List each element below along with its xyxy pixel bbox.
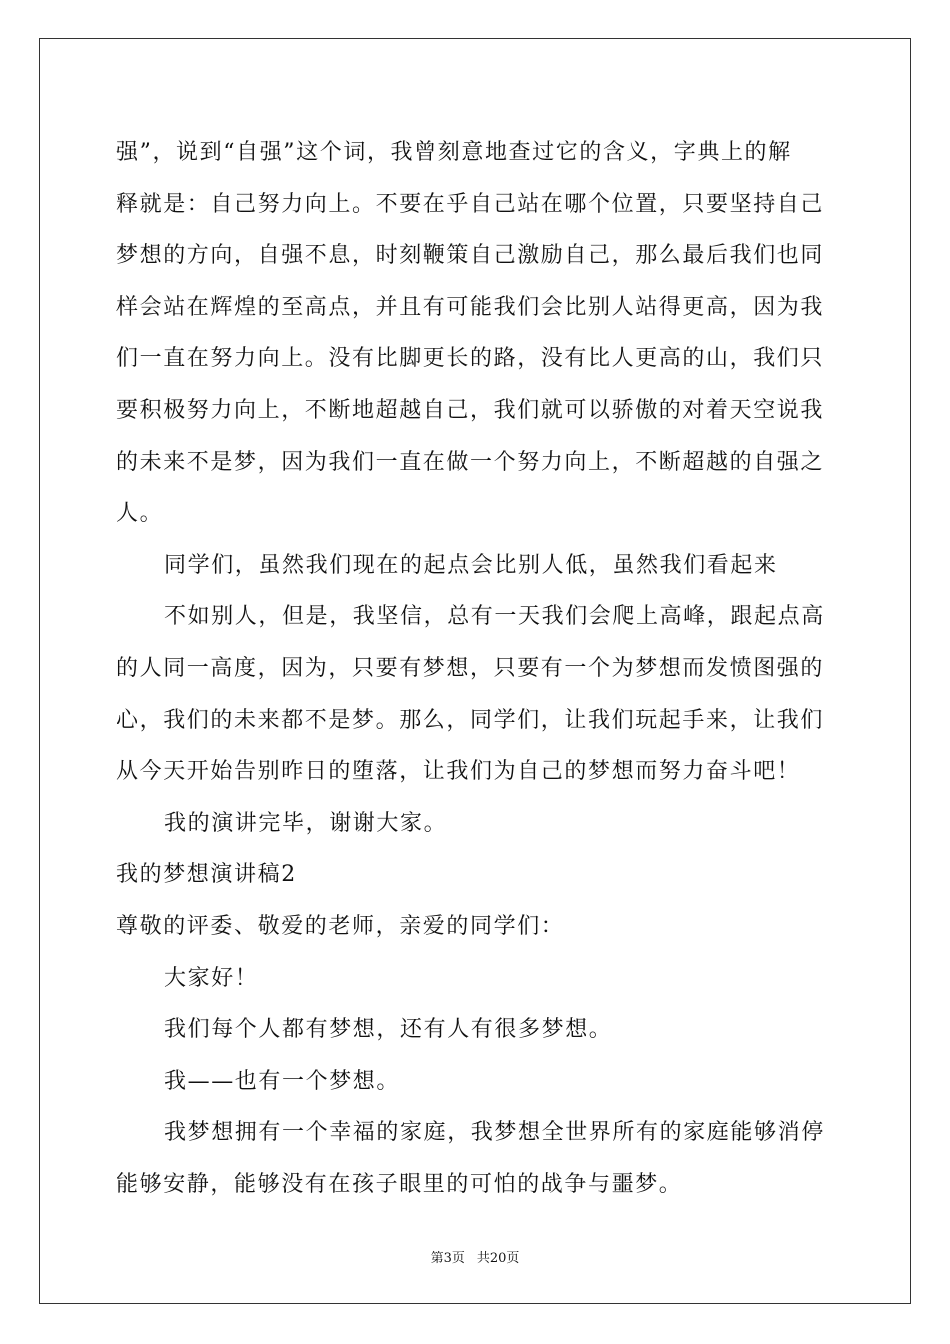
page-footer (0, 1247, 950, 1266)
paragraph-line: 我们每个人都有梦想，还有人有很多梦想。 (164, 1017, 613, 1043)
paragraph-line: 能够安静，能够没有在孩子眼里的可怕的战争与噩梦。 (116, 1171, 683, 1197)
paragraph-line: 大家好！ (164, 965, 259, 991)
page-total: 共20页 (476, 1251, 520, 1266)
paragraph-line: 的未来不是梦，因为我们一直在做一个努力向上，不断超越的自强之 (116, 449, 825, 475)
paragraph-line: 同学们，虽然我们现在的起点会比别人低，虽然我们看起来 (164, 552, 778, 578)
section-heading: 我的梦想演讲稿2 (116, 862, 297, 888)
paragraph-line: 样会站在辉煌的至高点，并且有可能我们会比别人站得更高，因为我 (116, 294, 825, 320)
paragraph-line: 释就是：自己努力向上。不要在乎自己站在哪个位置，只要坚持自己 (116, 191, 825, 217)
paragraph-line: 们一直在努力向上。没有比脚更长的路，没有比人更高的山，我们只 (116, 346, 825, 372)
paragraph-line: 我梦想拥有一个幸福的家庭，我梦想全世界所有的家庭能够消停 (164, 1120, 825, 1146)
salutation: 尊敬的评委、敬爱的老师，亲爱的同学们： (116, 913, 565, 939)
paragraph-line: 要积极努力向上，不断地超越自己，我们就可以骄傲的对着天空说我 (116, 397, 825, 423)
paragraph-line: 梦想的方向，自强不息，时刻鞭策自己激励自己，那么最后我们也同 (116, 243, 825, 269)
paragraph-line: 心，我们的未来都不是梦。那么，同学们，让我们玩起手来，让我们 (116, 707, 825, 733)
paragraph-line: 我的演讲完毕，谢谢大家。 (164, 810, 448, 836)
paragraph-line: 人。 (116, 501, 164, 527)
paragraph-line: 的人同一高度，因为，只要有梦想，只要有一个为梦想而发愤图强的 (116, 655, 825, 681)
page-number: 第3页 (430, 1251, 465, 1266)
paragraph-line: 不如别人，但是，我坚信，总有一天我们会爬上高峰，跟起点高 (164, 604, 825, 630)
paragraph-line: 我——也有一个梦想。 (164, 1068, 401, 1094)
paragraph-line: 从今天开始告别昨日的堕落，让我们为自己的梦想而努力奋斗吧！ (116, 759, 801, 785)
document-body (116, 127, 832, 1210)
paragraph-line: 强”，说到“自强”这个词，我曾刻意地查过它的含义，字典上的解 (116, 140, 792, 165)
